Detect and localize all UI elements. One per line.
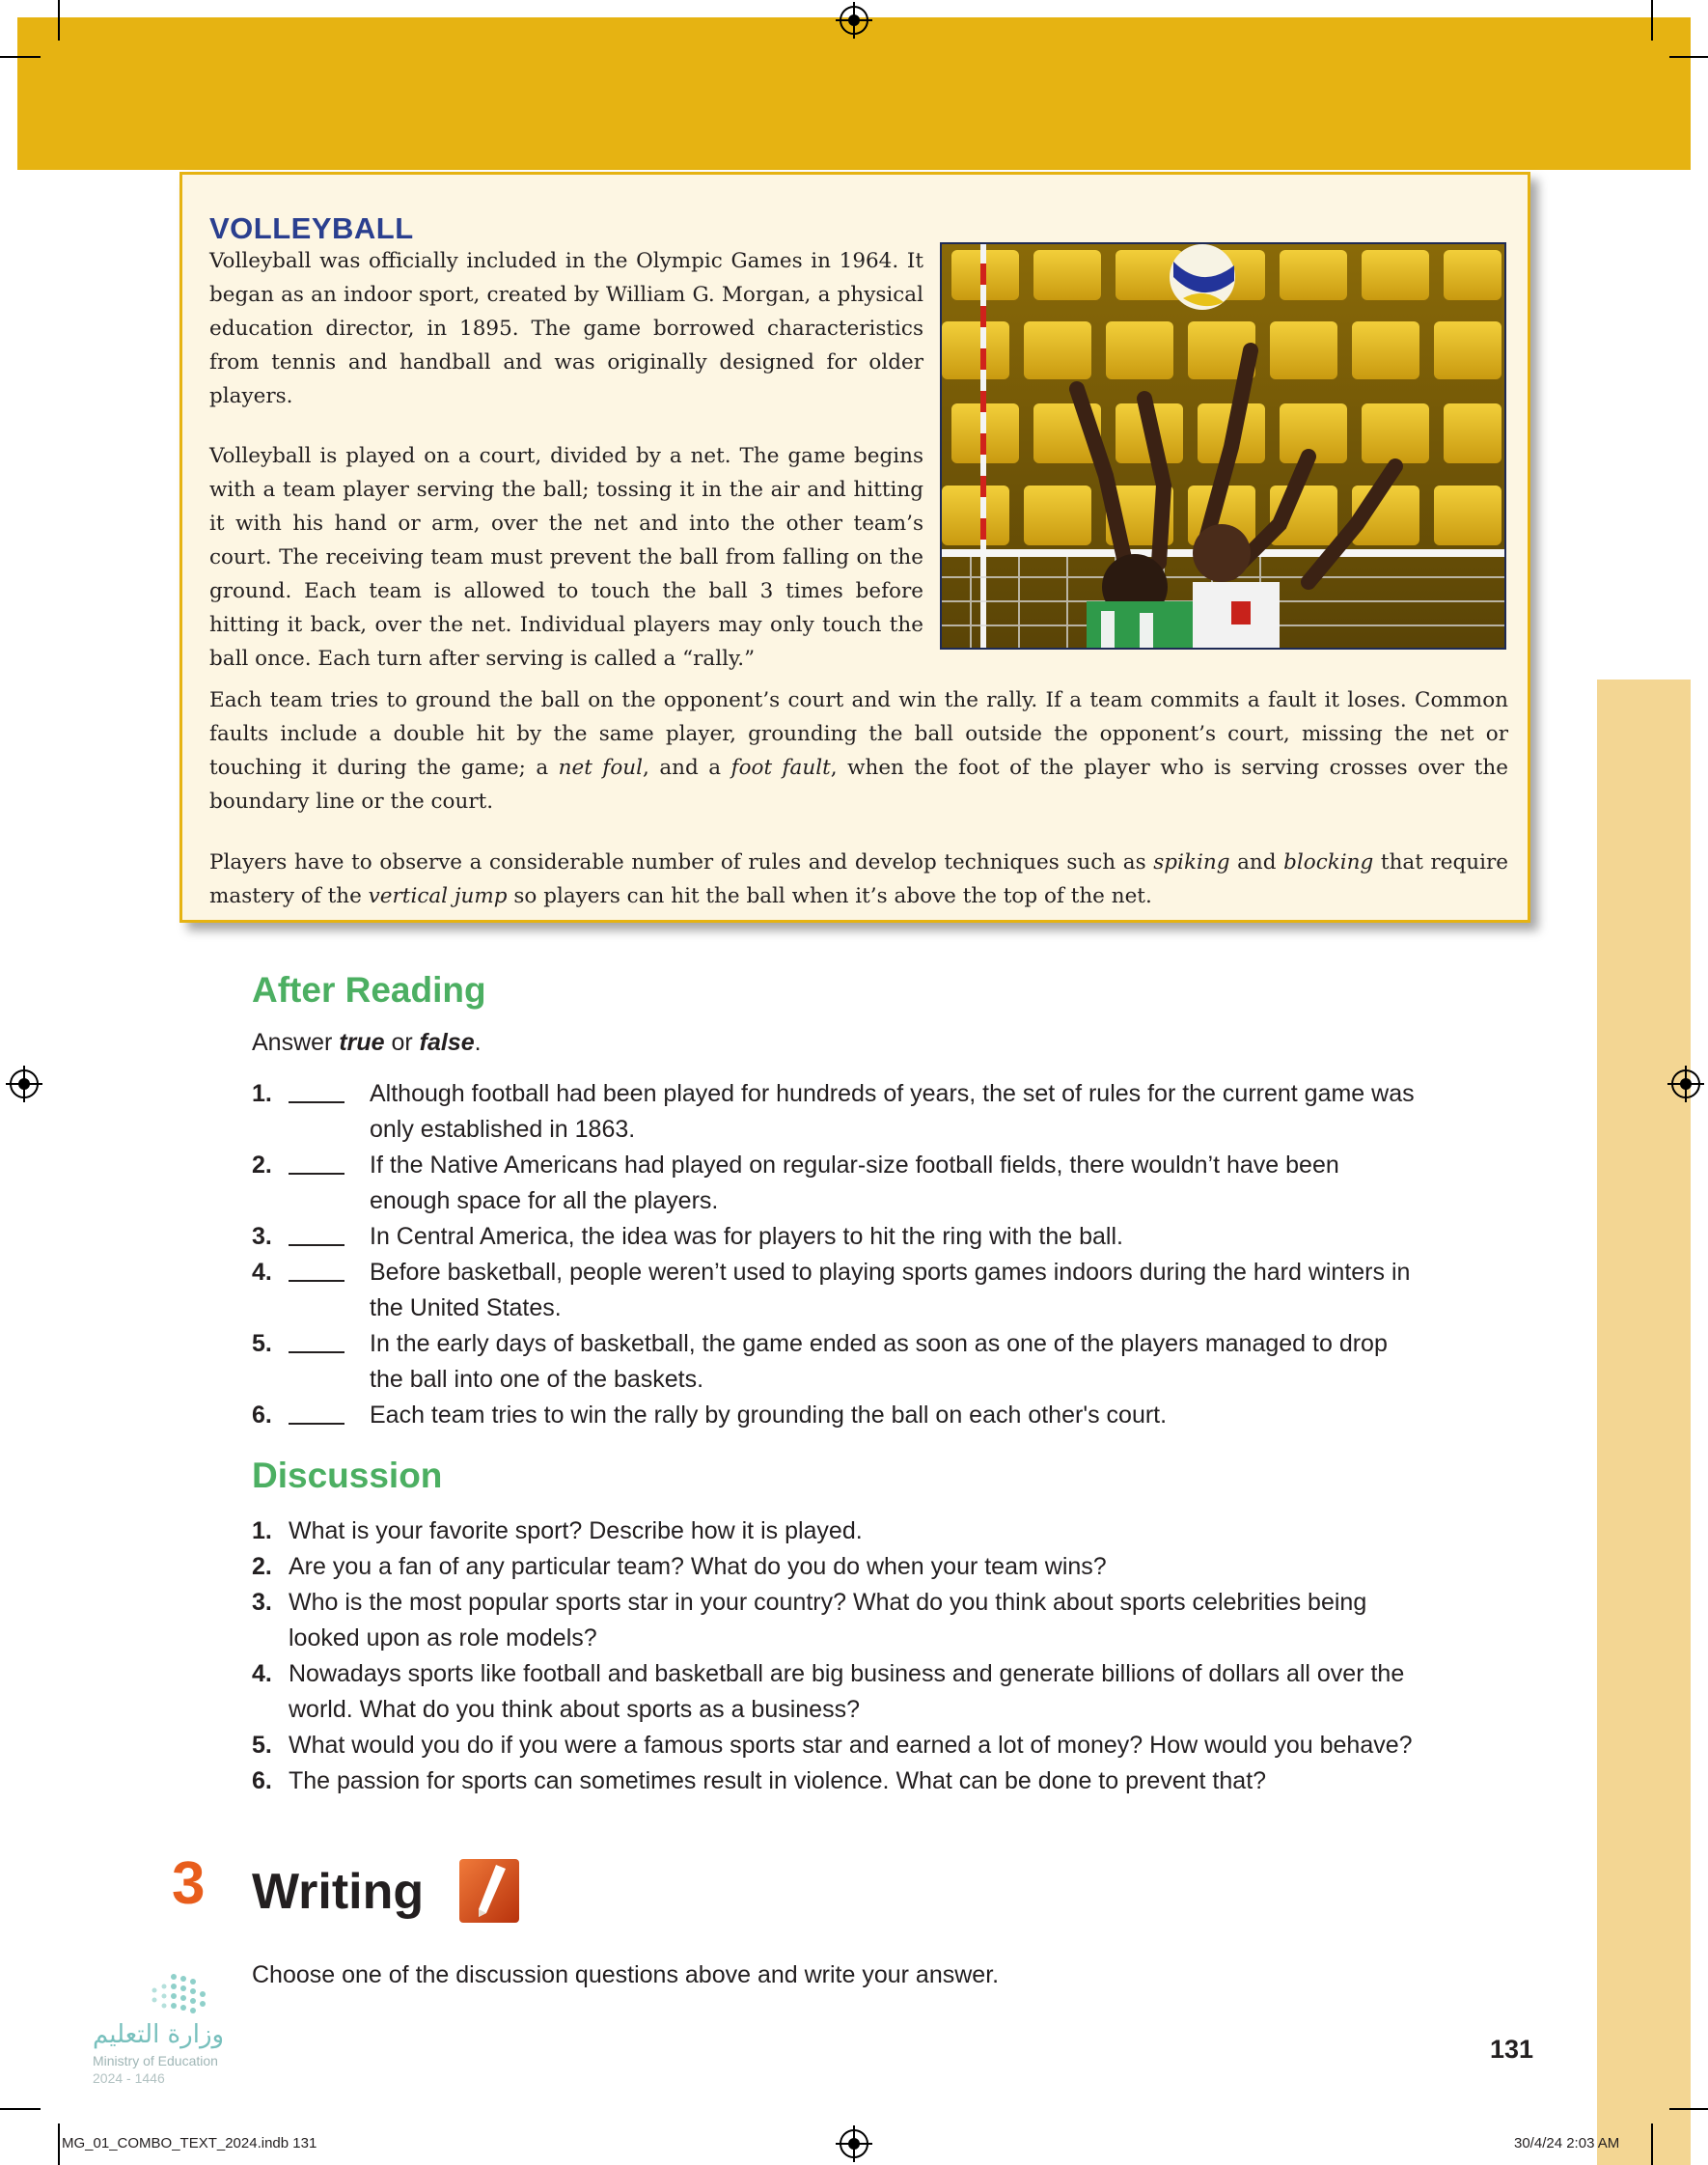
crop-mark xyxy=(0,56,41,58)
crop-mark xyxy=(1669,2108,1708,2110)
list-item: 2. If the Native Americans had played on regular-size football fields, there wouldn’t have been enough space for all the players. xyxy=(252,1152,1339,1214)
crop-mark xyxy=(58,2123,60,2165)
list-item: 6. The passion for sports can sometimes result in violence. What can be done to prevent that? xyxy=(252,1767,1267,1794)
print-slug-file: MG_01_COMBO_TEXT_2024.indb 131 xyxy=(62,2135,317,2151)
term-blocking: blocking xyxy=(1283,850,1374,874)
answer-blank[interactable] xyxy=(289,1257,344,1282)
paragraph-1: Volleyball was officially included in the Olympic Games in 1964. It began as an indoor sport, created by William G. Morgan, a physical education director, in 1895. The game borrowed characteristics from tennis and handball and was originally designed for older players. xyxy=(209,249,923,408)
term-spiking: spiking xyxy=(1153,850,1230,874)
term-net-foul: net foul xyxy=(558,756,644,780)
ministry-english-name: Ministry of Education xyxy=(93,2053,218,2068)
crop-mark xyxy=(0,2108,41,2110)
answer-blank[interactable] xyxy=(289,1078,344,1103)
section-title: Writing xyxy=(252,1864,425,1920)
answer-blank[interactable] xyxy=(289,1400,344,1425)
registration-mark-icon xyxy=(840,6,868,35)
crop-mark xyxy=(1669,56,1708,58)
reading-passage-box xyxy=(179,172,1530,923)
registration-mark-icon xyxy=(10,1069,39,1098)
paragraph-4: Players have to observe a considerable number of rules and develop techniques such as spiking and blocking that require mastery of the vertical jump so players can hit the ball when it’s above the top of the net. xyxy=(209,850,1508,908)
after-reading-instruction: Answer true or false. xyxy=(252,1029,482,1056)
ministry-logo xyxy=(93,1973,224,2086)
answer-blank[interactable] xyxy=(289,1150,344,1175)
pencil-icon xyxy=(457,1857,521,1925)
list-item: 4. Before basketball, people weren’t used to playing sports games indoors during the hard winters in the United States. xyxy=(252,1259,1411,1321)
term-vertical-jump: vertical jump xyxy=(368,884,508,908)
list-item: 5. What would you do if you were a famous sports star and earned a lot of money? How would you behave? xyxy=(252,1732,1413,1759)
paragraph-3: Each team tries to ground the ball on the opponent’s court and win the rally. If a team commits a fault it loses. Common faults include a double hit by the same player, grounding the ball outside the opponent’s court, missing the net or touching it during the game; a net foul, and a foot fault, when the foot of the player who is serving crosses over the boundary line or the court. xyxy=(209,688,1508,814)
ministry-arabic-name: وزارة التعليم xyxy=(93,2020,225,2049)
discussion-heading: Discussion xyxy=(252,1456,443,1495)
section-number: 3 xyxy=(172,1850,206,1917)
true-false-list xyxy=(252,1076,1439,1433)
list-item: 3. In Central America, the idea was for players to hit the ring with the ball. xyxy=(252,1223,1123,1250)
answer-blank[interactable] xyxy=(289,1221,344,1246)
list-item: 1. What is your favorite sport? Describe how it is played. xyxy=(252,1517,863,1544)
list-item: 4. Nowadays sports like football and basketball are big business and generate billions of dollars all over the world. What do you think about sports as a business? xyxy=(252,1660,1405,1723)
term-foot-fault: foot fault xyxy=(730,756,831,780)
volleyball-photo xyxy=(940,242,1506,650)
crop-mark xyxy=(1651,2123,1653,2165)
after-reading-heading: After Reading xyxy=(252,970,486,1010)
ministry-year: 2024 - 1446 xyxy=(93,2070,165,2086)
registration-mark-icon xyxy=(840,2129,868,2158)
print-slug-date: 30/4/24 2:03 AM xyxy=(1514,2135,1620,2151)
page-number: 131 xyxy=(1490,2035,1534,2064)
answer-blank[interactable] xyxy=(289,1328,344,1353)
paragraph-2: Volleyball is played on a court, divided by a net. The game begins with a team player serving the ball; tossing it in the air and hitting it with his hand or arm, over the net and into the other team’s court. The receiving team must prevent the ball from falling on the ground. Each team is allowed to touch the ball 3 times before hitting it back, over the net. Individual players may only touch the ball once. Each turn after serving is called a “rally.” xyxy=(209,444,923,671)
crop-mark xyxy=(1651,0,1653,41)
list-item: 3. Who is the most popular sports star in your country? What do you think about sports celebrities being looked upon as role models? xyxy=(252,1589,1367,1652)
discussion-list xyxy=(252,1513,1506,1799)
dots-pattern-icon xyxy=(93,1973,208,2015)
crop-mark xyxy=(58,0,60,41)
list-item: 5. In the early days of basketball, the game ended as soon as one of the players managed to drop the ball into one of the baskets. xyxy=(252,1330,1388,1393)
writing-instruction: Choose one of the discussion questions above and write your answer. xyxy=(252,1961,1000,1988)
header-band xyxy=(17,17,1691,170)
list-item: 1. Although football had been played for hundreds of years, the set of rules for the current game was only established in 1863. xyxy=(252,1080,1415,1143)
registration-mark-icon xyxy=(1671,1069,1700,1098)
passage-title: VOLLEYBALL xyxy=(209,211,414,245)
side-color-strip xyxy=(1597,680,1691,2165)
list-item: 6. Each team tries to win the rally by grounding the ball on each other's court. xyxy=(252,1402,1168,1429)
list-item: 2. Are you a fan of any particular team? What do you do when your team wins? xyxy=(252,1553,1107,1580)
